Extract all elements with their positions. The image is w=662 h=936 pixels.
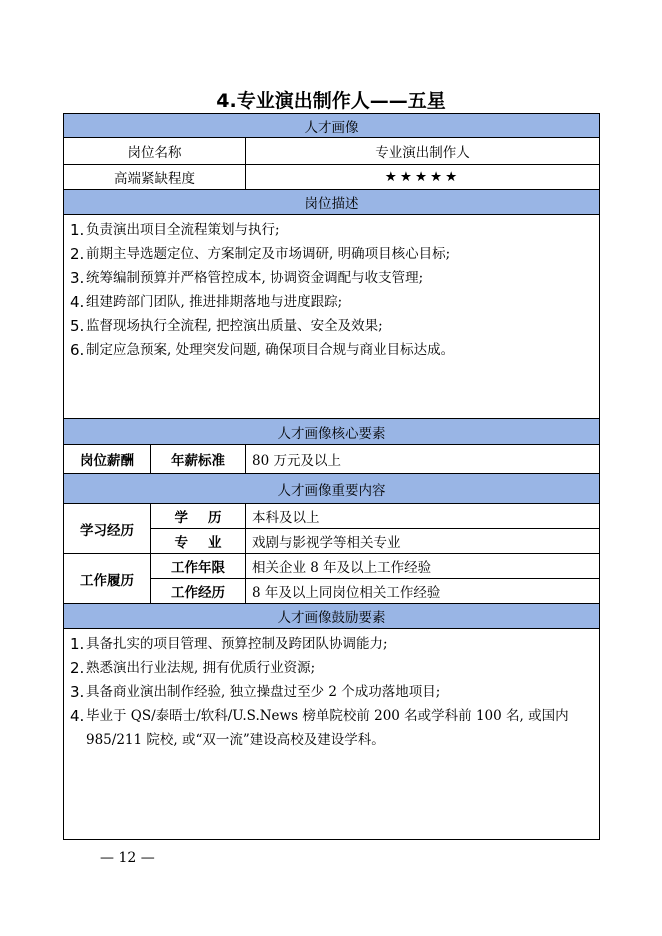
study-label: 学习经历	[64, 504, 151, 554]
section-header-description: 岗位描述	[64, 190, 600, 215]
list-item	[70, 266, 593, 290]
list-item	[70, 656, 593, 680]
page-number: — 12 —	[100, 850, 155, 866]
work-years-value: 相关企业 8 年及以上工作经验	[246, 554, 600, 579]
section-header-encourage: 人才画像鼓励要素	[64, 604, 600, 629]
list-item-text: 负责演出项目全流程策划与执行;	[86, 222, 280, 238]
work-label: 工作履历	[64, 554, 151, 604]
education-label: 学历	[151, 504, 246, 529]
major-value: 戏剧与影视学等相关专业	[246, 529, 600, 554]
list-item-number: 3.	[70, 269, 85, 287]
section-header-portrait: 人才画像	[64, 114, 600, 138]
list-item-number: 1.	[70, 221, 85, 239]
section-header-important: 人才画像重要内容	[64, 474, 600, 504]
talent-profile-table	[63, 113, 600, 840]
work-years-label: 工作年限	[151, 554, 246, 579]
list-item	[70, 314, 593, 338]
list-item-text: 统筹编制预算并严格管控成本, 协调资金调配与收支管理;	[86, 270, 424, 286]
position-name-label: 岗位名称	[64, 138, 246, 165]
list-item	[70, 680, 593, 704]
list-item	[70, 632, 593, 656]
list-item-text: 熟悉演出行业法规, 拥有优质行业资源;	[86, 660, 316, 676]
list-item-text: 监督现场执行全流程, 把控演出质量、安全及效果;	[86, 318, 383, 334]
list-item-number: 4.	[70, 707, 85, 725]
list-item	[70, 290, 593, 314]
list-item-text: 组建跨部门团队, 推进排期落地与进度跟踪;	[86, 294, 343, 310]
position-name-value: 专业演出制作人	[246, 138, 600, 165]
duties-list	[64, 215, 600, 419]
major-label: 专业	[151, 529, 246, 554]
list-item-text: 制定应急预案, 处理突发问题, 确保项目合规与商业目标达成。	[86, 342, 455, 358]
work-experience-label: 工作经历	[151, 579, 246, 604]
list-item	[70, 338, 593, 362]
list-item-text: 前期主导选题定位、方案制定及市场调研, 明确项目核心目标;	[86, 246, 451, 262]
list-item-text: 具备扎实的项目管理、预算控制及跨团队协调能力;	[86, 636, 388, 652]
list-item-number: 2.	[70, 245, 85, 263]
list-item-number: 6.	[70, 341, 85, 359]
salary-label: 岗位薪酬	[64, 445, 151, 474]
page-title: 4.专业演出制作人——五星	[216, 90, 446, 112]
list-item	[70, 218, 593, 242]
section-header-core: 人才画像核心要素	[64, 419, 600, 445]
list-item-text: 毕业于 QS/泰晤士/软科/U.S.News 榜单院校前 200 名或学科前 100 名, 或国内 985/211 院校, 或“双一流”建设高校及建设学科。	[86, 708, 569, 748]
salary-value: 80 万元及以上	[246, 445, 600, 474]
list-item	[70, 242, 593, 266]
scarcity-label: 高端紧缺程度	[64, 165, 246, 190]
list-item-number: 3.	[70, 683, 85, 701]
list-item	[70, 704, 593, 752]
salary-sublabel: 年薪标准	[151, 445, 246, 474]
list-item-number: 5.	[70, 317, 85, 335]
list-item-number: 4.	[70, 293, 85, 311]
work-experience-value: 8 年及以上同岗位相关工作经验	[246, 579, 600, 604]
scarcity-stars: ★★★★★	[246, 165, 600, 190]
education-value: 本科及以上	[246, 504, 600, 529]
list-item-number: 1.	[70, 635, 85, 653]
bonus-list	[64, 629, 600, 840]
list-item-text: 具备商业演出制作经验, 独立操盘过至少 2 个成功落地项目;	[86, 684, 441, 700]
list-item-number: 2.	[70, 659, 85, 677]
